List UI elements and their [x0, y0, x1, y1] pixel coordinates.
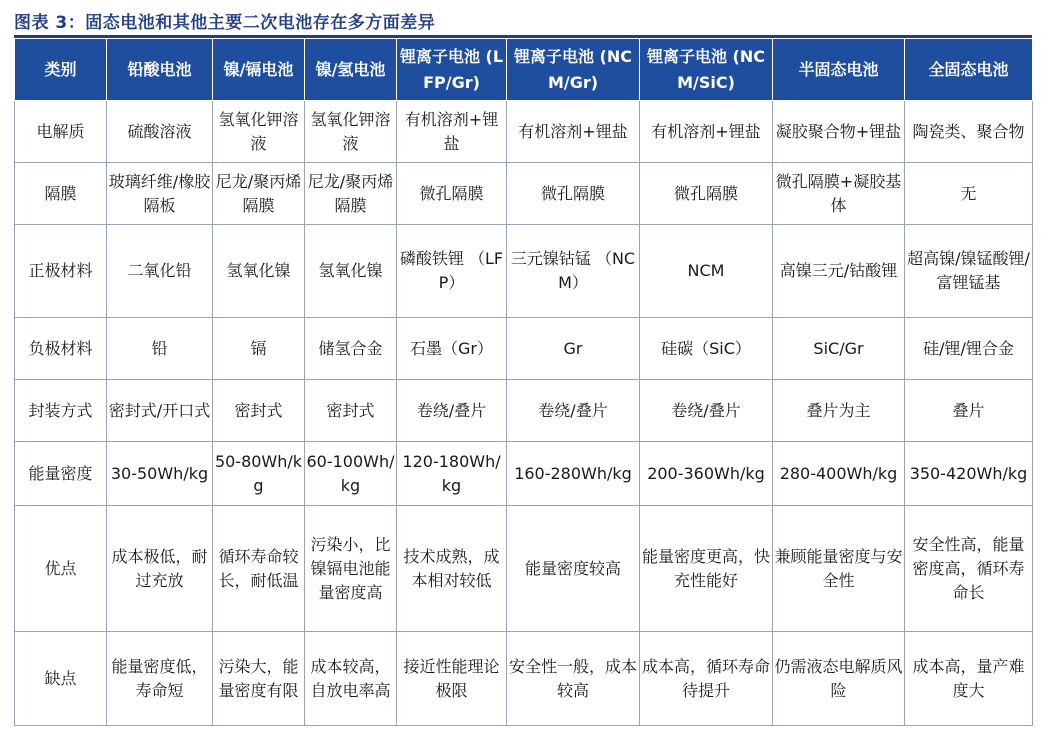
- header-cell-nicd: 镍/镉电池: [213, 39, 305, 101]
- table-cell: 镉: [213, 318, 305, 380]
- table-cell: 密封式: [213, 380, 305, 442]
- table-cell: 有机溶剂+锂盐: [507, 101, 640, 163]
- table-cell: 石墨（Gr）: [397, 318, 507, 380]
- table-cell: 卷绕/叠片: [397, 380, 507, 442]
- table-cell: 微孔隔膜: [397, 163, 507, 225]
- header-cell-nimh: 镍/氢电池: [305, 39, 397, 101]
- table-cell: 硅碳（SiC）: [640, 318, 773, 380]
- table-cell: 60-100Wh/kg: [305, 442, 397, 506]
- table-cell: 160-280Wh/kg: [507, 442, 640, 506]
- header-cell-li-ncm-sic: 锂离子电池 (NCM/SiC): [640, 39, 773, 101]
- table-cell: 污染小，比镍镉电池能量密度高: [305, 506, 397, 632]
- table-cell: 有机溶剂+锂盐: [397, 101, 507, 163]
- table-cell: 超高镍/镍锰酸锂/富锂锰基: [905, 225, 1033, 318]
- table-row: [15, 318, 1033, 380]
- header-cell-semi-solid: 半固态电池: [773, 39, 905, 101]
- row-label: 缺点: [15, 632, 107, 726]
- row-label: 隔膜: [15, 163, 107, 225]
- table-row: [15, 506, 1033, 632]
- table-row: [15, 442, 1033, 506]
- row-label: 封装方式: [15, 380, 107, 442]
- header-cell-li-lfp: 锂离子电池 (LFP/Gr): [397, 39, 507, 101]
- table-row: [15, 101, 1033, 163]
- table-cell: 有机溶剂+锂盐: [640, 101, 773, 163]
- header-cell-lead-acid: 铅酸电池: [107, 39, 213, 101]
- row-label: 负极材料: [15, 318, 107, 380]
- table-cell: 尼龙/聚丙烯隔膜: [305, 163, 397, 225]
- table-cell: SiC/Gr: [773, 318, 905, 380]
- table-cell: 成本高，循环寿命待提升: [640, 632, 773, 726]
- table-cell: 350-420Wh/kg: [905, 442, 1033, 506]
- table-cell: 尼龙/聚丙烯隔膜: [213, 163, 305, 225]
- table-cell: NCM: [640, 225, 773, 318]
- table-cell: 凝胶聚合物+锂盐: [773, 101, 905, 163]
- table-row: [15, 225, 1033, 318]
- row-label: 电解质: [15, 101, 107, 163]
- figure-title: 图表 3：固态电池和其他主要二次电池存在多方面差异: [14, 13, 436, 33]
- table-row: [15, 163, 1033, 225]
- table-cell: 280-400Wh/kg: [773, 442, 905, 506]
- table-cell: 仍需液态电解质风险: [773, 632, 905, 726]
- table-cell: 安全性一般，成本较高: [507, 632, 640, 726]
- table-cell: 成本极低，耐过充放: [107, 506, 213, 632]
- table-cell: 能量密度低，寿命短: [107, 632, 213, 726]
- table-cell: 氢氧化镍: [305, 225, 397, 318]
- table-cell: Gr: [507, 318, 640, 380]
- table-cell: 密封式: [305, 380, 397, 442]
- header-cell-category: 类别: [15, 39, 107, 101]
- header-row: [15, 39, 1033, 101]
- battery-comparison-table: [14, 38, 1033, 726]
- table-cell: 安全性高，能量密度高，循环寿命长: [905, 506, 1033, 632]
- table-cell: 玻璃纤维/橡胶隔板: [107, 163, 213, 225]
- table-cell: 技术成熟，成本相对较低: [397, 506, 507, 632]
- table-cell: 污染大，能量密度有限: [213, 632, 305, 726]
- table-cell: 30-50Wh/kg: [107, 442, 213, 506]
- table-cell: 120-180Wh/kg: [397, 442, 507, 506]
- table-cell: 能量密度较高: [507, 506, 640, 632]
- table-cell: 成本较高，自放电率高: [305, 632, 397, 726]
- table-cell: 氢氧化钾溶液: [305, 101, 397, 163]
- table-cell: 陶瓷类、聚合物: [905, 101, 1033, 163]
- table-cell: 微孔隔膜: [507, 163, 640, 225]
- table-cell: 储氢合金: [305, 318, 397, 380]
- table-cell: 铅: [107, 318, 213, 380]
- table-cell: 卷绕/叠片: [640, 380, 773, 442]
- table-row: [15, 380, 1033, 442]
- header-cell-all-solid: 全固态电池: [905, 39, 1033, 101]
- table-cell: 接近性能理论极限: [397, 632, 507, 726]
- table-cell: 兼顾能量密度与安全性: [773, 506, 905, 632]
- row-label: 优点: [15, 506, 107, 632]
- table-cell: 卷绕/叠片: [507, 380, 640, 442]
- table-cell: 氢氧化镍: [213, 225, 305, 318]
- table-cell: 50-80Wh/kg: [213, 442, 305, 506]
- row-label: 正极材料: [15, 225, 107, 318]
- table-cell: 微孔隔膜+凝胶基体: [773, 163, 905, 225]
- table-cell: 能量密度更高，快充性能好: [640, 506, 773, 632]
- table-cell: 二氧化铅: [107, 225, 213, 318]
- table-cell: 磷酸铁锂 （LFP）: [397, 225, 507, 318]
- table-cell: 氢氧化钾溶液: [213, 101, 305, 163]
- table-cell: 叠片为主: [773, 380, 905, 442]
- table-cell: 叠片: [905, 380, 1033, 442]
- row-label: 能量密度: [15, 442, 107, 506]
- table-cell: 循环寿命较长，耐低温: [213, 506, 305, 632]
- table-cell: 密封式/开口式: [107, 380, 213, 442]
- table-row: [15, 632, 1033, 726]
- table-cell: 成本高，量产难度大: [905, 632, 1033, 726]
- table-cell: 硅/锂/锂合金: [905, 318, 1033, 380]
- table-cell: 微孔隔膜: [640, 163, 773, 225]
- header-cell-li-ncm-gr: 锂离子电池 (NCM/Gr): [507, 39, 640, 101]
- table-cell: 硫酸溶液: [107, 101, 213, 163]
- table-cell: 200-360Wh/kg: [640, 442, 773, 506]
- table-cell: 高镍三元/钴酸锂: [773, 225, 905, 318]
- table-cell: 无: [905, 163, 1033, 225]
- table-cell: 三元镍钴锰 （NCM）: [507, 225, 640, 318]
